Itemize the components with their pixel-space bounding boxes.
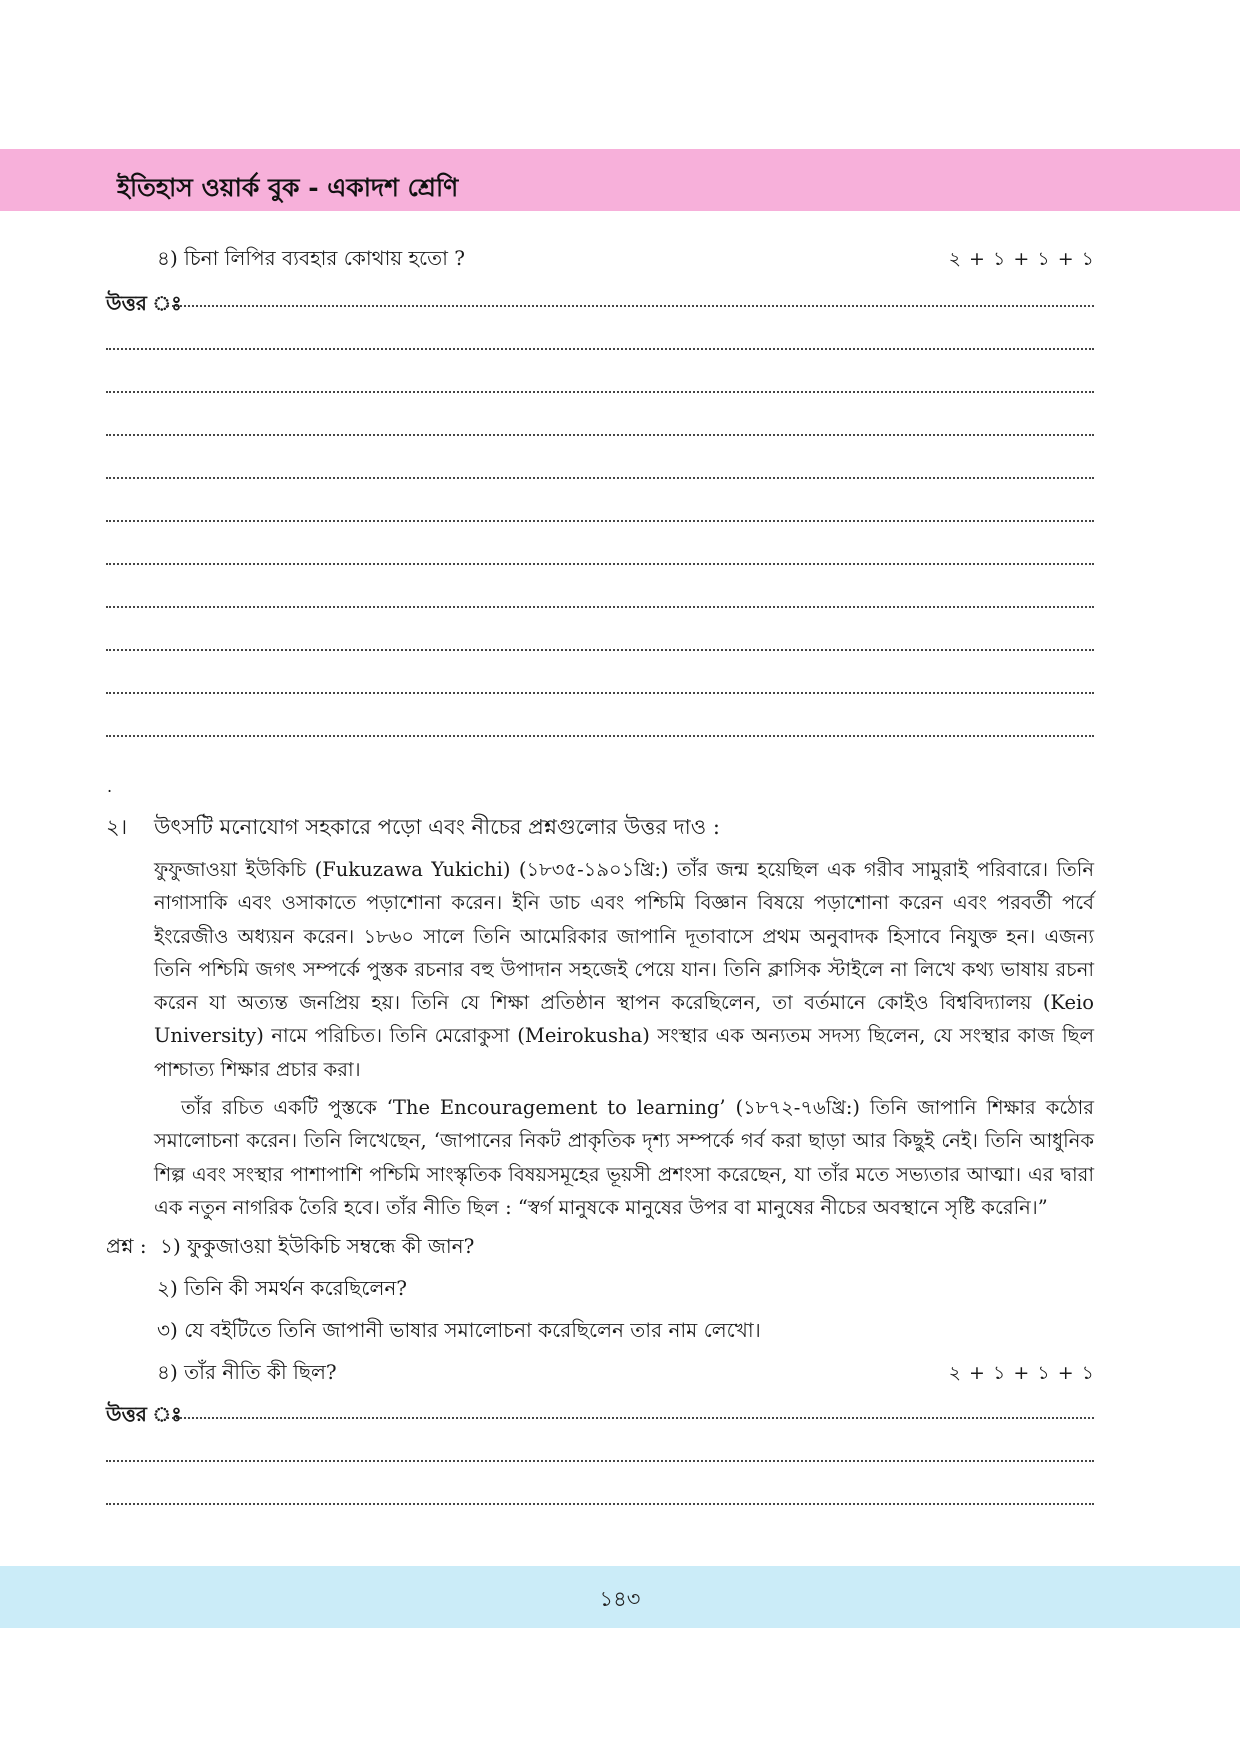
answer-line[interactable]: [167, 305, 1094, 307]
question-item: ৪) তাঁর নীতি কী ছিল?: [157, 1360, 337, 1384]
section-instruction: উৎসটি মনোযোগ সহকারে পড়ো এবং নীচের প্রশ্নগুলোর উত্তর দাও :: [154, 815, 720, 839]
answer-line[interactable]: [167, 1417, 1094, 1419]
stray-dot: .: [107, 777, 113, 796]
answer-line[interactable]: [106, 348, 1094, 350]
answer-line[interactable]: [106, 563, 1094, 565]
answer-line[interactable]: [106, 477, 1094, 479]
questions-label: প্রশ্ন :: [106, 1234, 147, 1258]
question-item: ১) ফুকুজাওয়া ইউকিচি সম্বন্ধে কী জান?: [160, 1234, 475, 1258]
answer-line[interactable]: [106, 391, 1094, 393]
answer-line[interactable]: [106, 434, 1094, 436]
question-item: ৩) যে বইটিতে তিনি জাপানী ভাষার সমালোচনা করেছিলেন তার নাম লেখো।: [157, 1318, 761, 1342]
marks-distribution: ২ + ১ + ১ + ১: [948, 1362, 1095, 1384]
section-number: ২।: [106, 815, 128, 839]
answer-label: উত্তর ঃ: [106, 1402, 182, 1426]
answer-line[interactable]: [106, 692, 1094, 694]
page-number: ১৪৩: [599, 1587, 641, 1611]
question-4-chinese-script: ৪) চিনা লিপির ব্যবহার কোথায় হতো ?: [157, 246, 465, 270]
answer-label: উত্তর ঃ: [106, 291, 182, 315]
marks-distribution: ২ + ১ + ১ + ১: [948, 248, 1095, 270]
answer-line[interactable]: [106, 1503, 1094, 1505]
answer-line[interactable]: [106, 735, 1094, 737]
answer-line[interactable]: [106, 1460, 1094, 1462]
question-item: ২) তিনি কী সমর্থন করেছিলেন?: [157, 1276, 408, 1300]
page-title: ইতিহাস ওয়ার্ক বুক - একাদশ শ্রেণি: [117, 173, 459, 202]
answer-line[interactable]: [106, 649, 1094, 651]
answer-line[interactable]: [106, 606, 1094, 608]
source-paragraph-2: তাঁর রচিত একটি পুস্তকে ‘The Encouragement to learning’ (১৮৭২-৭৬খ্রি:) তিনি জাপানি শিক্ষার কঠোর সমালোচনা করেন। তিনি লিখেছেন, ‘জাপানের নিকট প্রাকৃতিক দৃশ্য সম্পর্কে গর্ব করা ছাড়া আর কিছুই নেই। তিনি আধুনিক শিল্প এবং সংস্থার পাশাপাশি পশ্চিমি সাংস্কৃতিক বিষয়সমূহের ভূয়সী প্রশংসা করেছেন, যা তাঁর মতে সভ্যতার আত্মা। এর দ্বারা এক নতুন নাগরিক তৈরি হবে। তাঁর নীতি ছিল : “স্বর্গ মানুষকে মানুষের উপর বা মানুষের নীচের অবস্থানে সৃষ্টি করেনি।”: [154, 1096, 1094, 1219]
answer-line[interactable]: [106, 520, 1094, 522]
source-paragraph-1: ফুফুজাওয়া ইউকিচি (Fukuzawa Yukichi) (১৮৩৫-১৯০১খ্রি:) তাঁর জন্ম হয়েছিল এক গরীব সামুরাই পরিবারে। তিনি নাগাসাকি এবং ওসাকাতে পড়াশোনা করেন। ইনি ডাচ এবং পশ্চিমি বিজ্ঞান বিষয়ে পড়াশোনা করেন এবং পরবর্তী পর্বে ইংরেজীও অধ্যয়ন করেন। ১৮৬০ সালে তিনি আমেরিকার জাপানি দূতাবাসে প্রথম অনুবাদক হিসাবে নিযুক্ত হন। এজন্য তিনি পশ্চিমি জগৎ সম্পর্কে পুস্তক রচনার বহু উপাদান সহজেই পেয়ে যান। তিনি ক্লাসিক স্টাইলে না লিখে কথ্য ভাষায় রচনা করেন যা অত্যন্ত জনপ্রিয় হয়। তিনি যে শিক্ষা প্রতিষ্ঠান স্থাপন করেছিলেন, তা বর্তমানে কোইও বিশ্ববিদ্যালয় (Keio University) নামে পরিচিত। তিনি মেরোকুসা (Meirokusha) সংস্থার এক অন্যতম সদস্য ছিলেন, যে সংস্থার কাজ ছিল পাশ্চাত্য শিক্ষার প্রচার করা।: [154, 858, 1094, 1081]
